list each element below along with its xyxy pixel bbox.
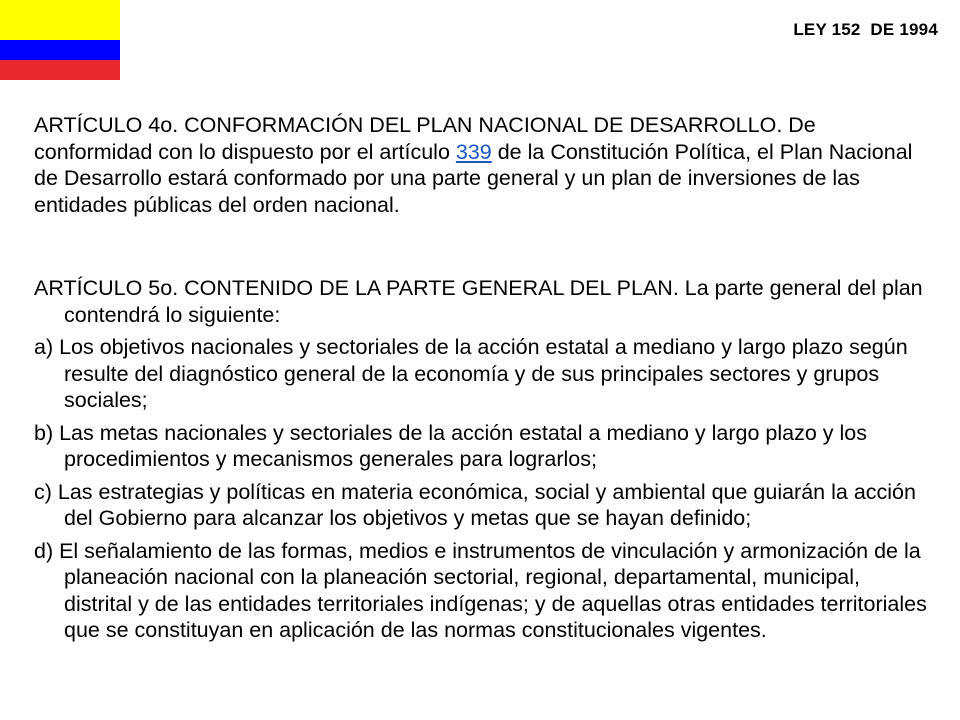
flag-blue-band bbox=[0, 40, 120, 60]
article-5-item-b: b) Las metas nacionales y sectoriales de la acción estatal a mediano y largo plazo y los procedimientos y mecanismos generales para lograrlos; bbox=[34, 420, 867, 471]
law-title: LEY 152 DE 1994 bbox=[793, 20, 938, 39]
article-4-text-end: de la Constitución Política, el Plan Nacional de Desarrollo estará conformado por una parte general y un plan de inversiones de las entidades públicas del orden nacional. bbox=[34, 139, 913, 217]
article-5-item-c: c) Las estrategias y políticas en materia económica, social y ambiental que guiarán la acción del Gobierno para alcanzar los objetivos y metas que se hayan definido; bbox=[34, 479, 916, 530]
article-4-text-start: ARTÍCULO 4o. CONFORMACIÓN DEL PLAN NACIONAL DE DESARROLLO. De conformidad con lo dispuesto por el artículo bbox=[34, 113, 816, 164]
article-5-item-a: a) Los objetivos nacionales y sectoriales de la acción estatal a mediano y largo plazo según resulte del diagnóstico general de la economía y de sus principales sectores y grupos sociales; bbox=[34, 335, 908, 412]
document-body bbox=[34, 112, 934, 644]
flag-yellow-band bbox=[0, 0, 120, 40]
constitution-article-link[interactable]: 339 bbox=[455, 139, 492, 164]
colombia-flag bbox=[0, 0, 120, 80]
article-5-item-d: d) El señalamiento de las formas, medios e instrumentos de vinculación y armonización de la planeación nacional con la planeación sectorial, regional, departamental, municipal, distrital y de las entidades territoriales indígenas; y de aquellas otras entidades territoriales que se constituyan en aplicación de las normas constitucionales vigentes. bbox=[34, 538, 927, 642]
article-4-paragraph bbox=[34, 112, 934, 218]
article-5-heading: ARTÍCULO 5o. CONTENIDO DE LA PARTE GENERAL DEL PLAN. La parte general del plan contendrá lo siguiente: bbox=[34, 276, 923, 327]
flag-red-band bbox=[0, 60, 120, 80]
